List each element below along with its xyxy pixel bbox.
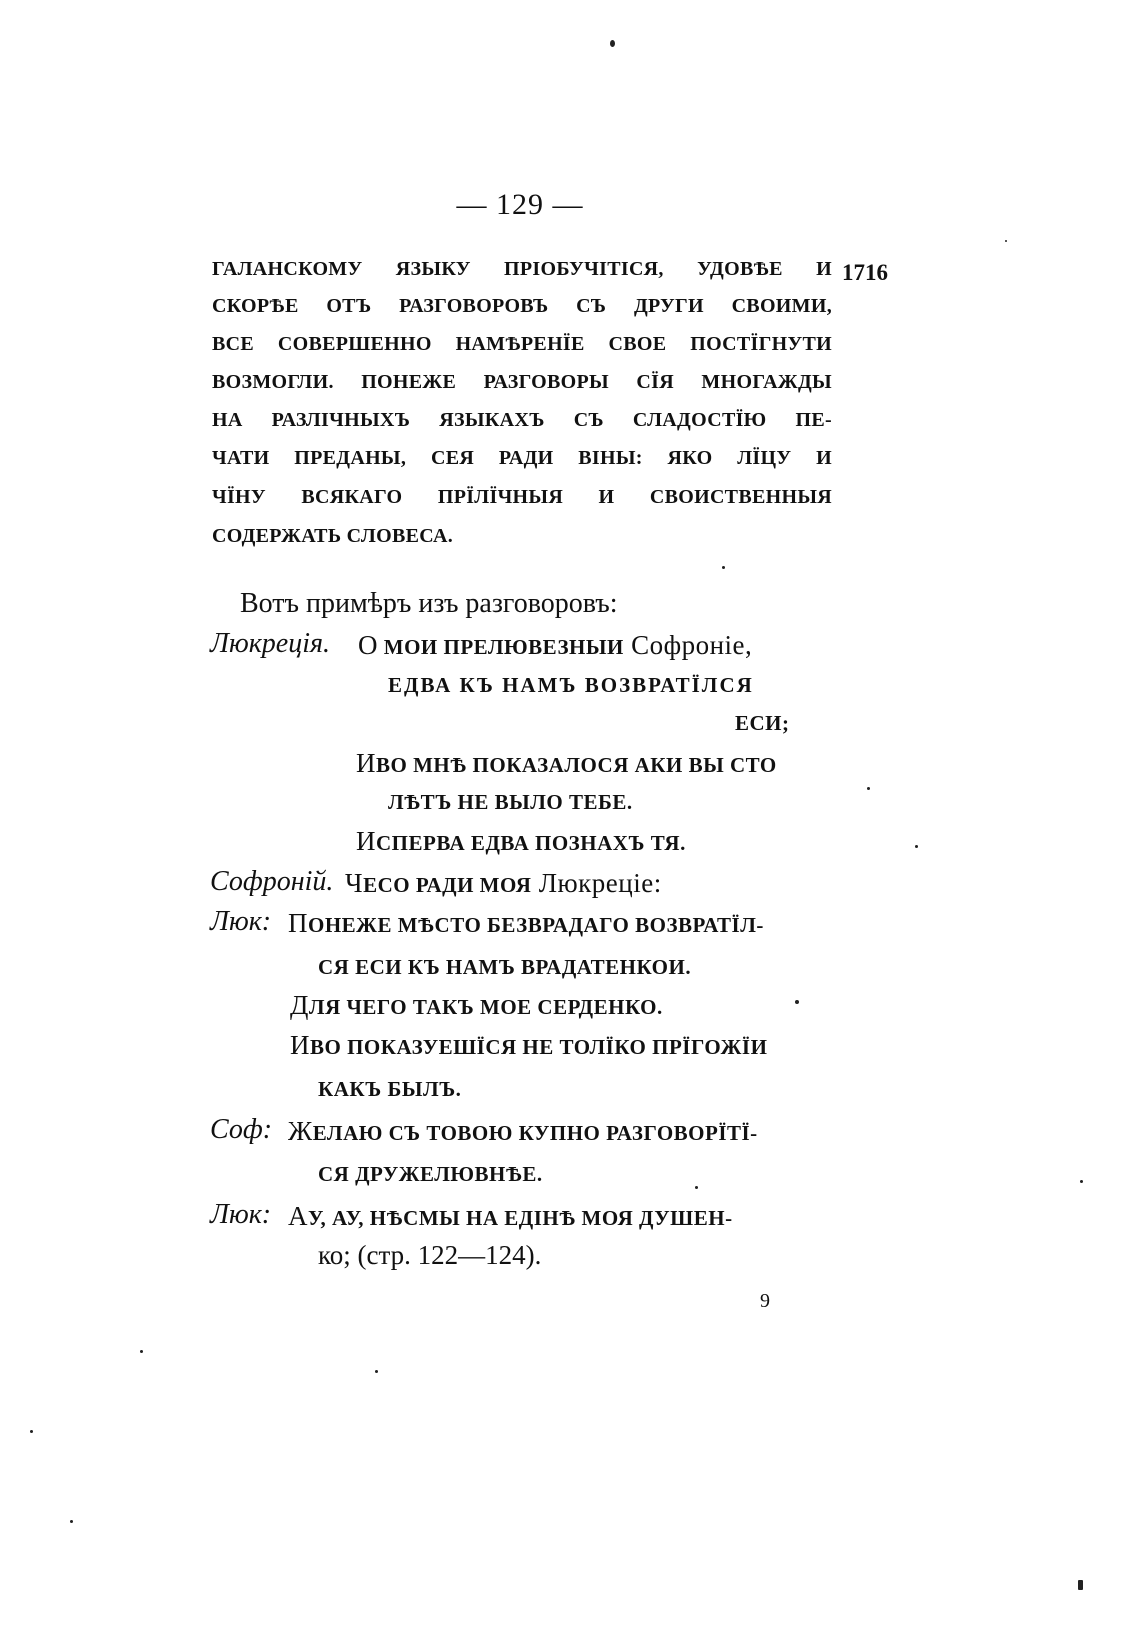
dialogue-capital: И	[356, 826, 376, 856]
dialogue-text: ЕЛАЮ СЪ ТОВОЮ КУПНО РАЗГОВОРЇТЇ-	[312, 1121, 758, 1145]
dialogue-text: МОИ ПРЕЛЮВЕЗНЫИ	[378, 635, 624, 659]
scan-speck	[1080, 1180, 1083, 1183]
scan-speck	[375, 1370, 378, 1373]
scan-speck	[140, 1350, 143, 1353]
dialogue-capital: И	[356, 748, 376, 778]
dialogue-line	[290, 990, 663, 1021]
scan-speck	[70, 1520, 73, 1523]
dialogue-capital: П	[288, 908, 308, 938]
scan-speck	[867, 787, 870, 790]
dialogue-line	[290, 1030, 767, 1061]
scan-speck	[695, 1186, 698, 1189]
speaker-lucretia: Люкреція.	[210, 628, 331, 659]
scan-speck	[1078, 1580, 1083, 1590]
dialogue-text: ЕСО РАДИ МОЯ	[363, 873, 532, 897]
paragraph-line-2: СКОРѢЕ ОТЪ РАЗГОВОРОВЪ СЪ ДРУГИ СВОИМИ,	[212, 295, 832, 317]
dialogue-capital: Ж	[288, 1116, 313, 1146]
dialogue-capital: А	[288, 1201, 308, 1231]
dialogue-capital: О	[358, 630, 378, 660]
paragraph-line-4: ВОЗМОГЛИ. ПОНЕЖЕ РАЗГОВОРЫ СЇЯ МНОГАЖДЫ	[212, 371, 832, 393]
paragraph-line-3: ВСЕ СОВЕРШЕННО НАМѢРЕНЇЕ СВОЕ ПОСТЇГНУТИ	[212, 333, 832, 355]
scan-speck	[1005, 240, 1007, 242]
scan-speck	[610, 40, 615, 47]
dialogue-line	[288, 1116, 758, 1147]
dialogue-line: КАКЪ БЫЛЪ.	[318, 1077, 462, 1101]
paragraph-line-8: СОДЕРЖАТЬ СЛОВЕСА.	[212, 525, 454, 547]
speaker-sofroniy: Софроній.	[210, 866, 334, 897]
dialogue-line	[288, 1201, 733, 1232]
dialogue-line	[356, 748, 777, 779]
dialogue-capital: Люкреціе:	[531, 868, 662, 898]
paragraph-line-5: НА РАЗЛІЧНЫХЪ ЯЗЫКАХЪ СЪ СЛАДОСТЇЮ ПЕ-	[212, 409, 832, 431]
dialogue-text: ВО ПОКАЗУЕШЇСЯ НЕ ТОЛЇКО ПРЇГОЖЇИ	[310, 1035, 768, 1059]
dialogue-line	[356, 826, 686, 857]
page-number-header: — 129 —	[456, 188, 584, 221]
scan-speck	[915, 845, 918, 848]
scan-speck	[30, 1430, 33, 1433]
signature-mark: 9	[760, 1290, 770, 1312]
dialogue-capital: Д	[290, 990, 309, 1020]
dialogue-line: СЯ ЕСИ КЪ НАМЪ ВРАДАТЕНКОИ.	[318, 955, 692, 979]
speaker-lyuk: Люк:	[210, 906, 272, 937]
dialogue-line: ко; (стр. 122—124).	[318, 1240, 542, 1270]
paragraph-line-6: ЧАТИ ПРЕДАНЫ, СЕЯ РАДИ ВІНЫ: ЯКО ЛЇЦУ И	[212, 447, 832, 469]
dialogue-text: ЛЯ ЧЕГО ТАКЪ МОЕ СЕРДЕНКО.	[308, 995, 663, 1019]
dialogue-line: ЛѢТЪ НЕ ВЫЛО ТЕБЕ.	[388, 790, 633, 814]
dialogue-intro: Вотъ примѣръ изъ разговоровъ:	[240, 588, 618, 619]
dialogue-capital: И	[290, 1030, 310, 1060]
dialogue-text: ВО МНѢ ПОКАЗАЛОСЯ АКИ ВЫ СТО	[376, 753, 777, 777]
dialogue-line	[345, 868, 662, 899]
scan-speck	[722, 566, 725, 569]
speaker-lyuk: Люк:	[210, 1199, 272, 1230]
dialogue-line	[358, 630, 752, 661]
dialogue-line	[288, 908, 764, 939]
margin-year-note: 1716	[842, 260, 888, 285]
speaker-sof: Соф:	[210, 1114, 273, 1145]
paragraph-line-7: ЧЇНУ ВСЯКАГО ПРЇЛЇЧНЫЯ И СВОИСТВЕННЫЯ	[212, 486, 832, 508]
dialogue-text: ОНЕЖЕ МѢСТО БЕЗВРАДАГО ВОЗВРАТЇЛ-	[308, 913, 764, 937]
dialogue-text: У, АУ, НѢСМЫ НА ЕДІНѢ МОЯ ДУШЕН-	[308, 1206, 733, 1230]
dialogue-capital: Софроніе,	[623, 630, 753, 660]
dialogue-text: СПЕРВА ЕДВА ПОЗНАХЪ ТЯ.	[376, 831, 686, 855]
dialogue-line: СЯ ДРУЖЕЛЮВНѢЕ.	[318, 1162, 543, 1186]
dialogue-line: ЕСИ;	[735, 711, 790, 735]
paragraph-line-1: ГАЛАНСКОМУ ЯЗЫКУ ПРІОБУЧІТІСЯ, УДОВѢЕ И	[212, 258, 832, 280]
dialogue-capital: Ч	[345, 868, 364, 898]
dialogue-line: ЕДВА КЪ НАМЪ ВОЗВРАТЇЛСЯ	[388, 673, 754, 697]
scan-speck	[795, 1000, 799, 1004]
